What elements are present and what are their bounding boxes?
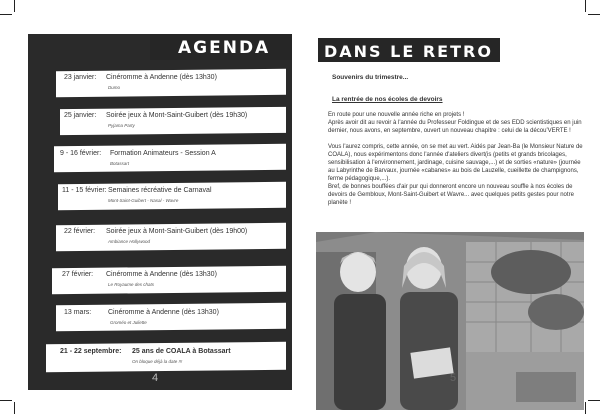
event-subtitle: Mont-Saint-Guibert - Nasal - Wavre [108, 198, 179, 203]
event-subtitle: Dumo [108, 85, 121, 90]
event-title: Cinéromme à Andenne (dès 13h30) [106, 271, 217, 278]
event-strip [54, 144, 286, 172]
event-title: Soirée jeux à Mont-Saint-Guibert (dès 19h30) [106, 112, 248, 119]
page-number: 4 [152, 372, 159, 384]
event-title: Cinéromme à Andenne (dès 13h30) [108, 309, 219, 316]
event-title: 25 ans de COALA à Botassart [132, 348, 231, 355]
event-date: 27 février: [62, 271, 94, 278]
event-date: 23 janvier: [64, 74, 97, 81]
event-subtitle: Pyjama Party [108, 123, 135, 128]
page-number: 5 [450, 372, 457, 384]
paragraph: En route pour une nouvelle année riche en projets ! [328, 112, 465, 118]
paragraph: Bref, de bonnes bouffées d'air pur qui donneront encore un nouveau souffle à nos écoles de devoirs de Gembloux, Mont-Saint-Guibert et Wavre... avec quelques petits gestes pour notre planète ! [328, 184, 574, 206]
event-subtitle: On bloque déjà la date !!! [132, 359, 183, 364]
event-title: Soirée jeux à Mont-Saint-Guibert (dès 19h00) [106, 228, 248, 235]
event-date: 25 janvier: [64, 112, 97, 119]
event-date: 13 mars: [64, 309, 92, 316]
section-title: La rentrée de nos écoles de devoirs [332, 96, 443, 103]
event-subtitle: Le Royaume des chats [108, 282, 155, 287]
paragraph: Vous l'aurez compris, cette année, on se met au vert. Aidés par Jean-Ba (le Monsieur Nature de COALA), nous expérimentons donc l'année d'ateliers divert(is (petits et grands bricolages, sensibilisation à l'environnement, jardinage, cuisine sauvage,...) et de sorties «nature» (journée au Labyrinthe de Barvaux, journée «cabanes» au bois de Lauzelle, cueillette de champignons, ferme pédagogique,...). [328, 144, 583, 182]
event-date: 9 - 16 février: [60, 150, 102, 157]
event-subtitle: Groméo et Juliette [110, 320, 147, 325]
agenda-title: AGENDA [178, 38, 271, 58]
event-date: 11 - 15 février: [62, 187, 107, 194]
right-page [300, 0, 600, 414]
event-date: 22 février: [64, 228, 96, 235]
event-date: 21 - 22 septembre: [60, 348, 122, 355]
event-title: Formation Animateurs - Session A [110, 150, 216, 157]
event-subtitle: Botassart [110, 161, 130, 166]
event-strip [56, 303, 286, 331]
event-strip [46, 342, 286, 373]
event-title: Semaines récréative de Carnaval [108, 187, 212, 194]
event-title: Cinéromme à Andenne (dès 13h30) [106, 74, 217, 81]
intro-text: Souvenirs du trimestre... [332, 74, 409, 81]
paragraph: Après avoir dit au revoir à l'année du Professeur Foldingue et de ses EDD scientistiques en juin dernier, nous avons, en septembre, ouvert un nouveau chapitre : celui de la décou'VERTE ! [328, 120, 582, 134]
retro-title: DANS LE RETRO [324, 42, 493, 61]
event-subtitle: Ambiance Hollywood [108, 239, 151, 244]
